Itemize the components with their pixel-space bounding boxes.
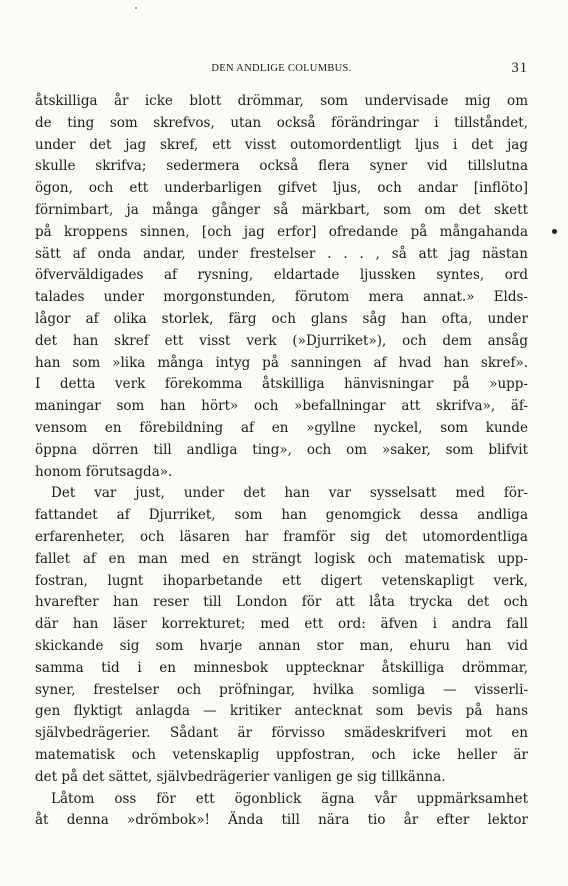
text-line: han som »lika många intyg på sanningen af hvad han skref». [35,354,528,371]
text-line: sätt af onda andar, under frestelser . . . , så att jag nästan [35,245,528,262]
text-line: på kroppens sinnen, [och jag erfor] ofredande på mångahanda [35,223,528,240]
text-line: talades under morgonstunden, förutom mera annat.» Elds- [35,289,528,306]
text-line: det på det sättet, självbedrägerier vanligen ge sig tillkänna. [35,768,446,785]
text-line: skickande sig som hvarje annan stor man, ehuru han vid [35,637,528,654]
paragraph-first-line: Det var just, under det han var sysselsatt med för- [51,485,528,502]
text-line: öppna dörren till andliga ting», och om »saker, som blifvit [35,441,528,458]
ink-dot [552,229,557,234]
text-line: samma tid i en minnesbok upptecknar åtskilliga drömmar, [35,659,528,676]
body-text [35,91,528,832]
text-line: åt denna »drömbok»! Ända till nära tio år efter lektor [35,812,528,829]
text-line: åtskilliga år icke blott drömmar, som undervisade mig om [35,93,528,109]
text-line: självbedrägerier. Sådant är förvisso smädeskrifveri mot en [35,725,528,742]
text-line: under det jag skref, ett visst outomordentligt ljus i det jag [35,136,528,153]
text-line: fostran, lugnt ihoparbetande ett digert vetenskapligt verk, [35,572,528,589]
text-line: gen flyktigt anlagda — kritiker antecknat som bevis på hans [35,703,528,720]
text-line: lågor af olika storlek, färg och glans såg han ofta, under [35,310,528,327]
text-line: maningar som han hört» och »befallningar att skrifva», äf- [35,398,528,415]
text-line: där han läser korrekturet; med ett ord: äfven i andra fall [35,616,528,633]
text-line: syner, frestelser och pröfningar, hvilka somliga — visserli- [35,681,528,698]
text-line: öfverväldigades af rysning, eldartade ljussken syntes, ord [35,267,528,284]
text-line: fallet af en man med en strängt logisk och matematisk upp- [35,550,528,567]
text-line: vensom en förebildning af en »gyllne nyckel, som kunde [35,419,528,436]
text-line: hvarefter han reser till London för att låta trycka det och [35,594,528,611]
text-line: matematisk och vetenskaplig uppfostran, och icke heller är [35,746,528,763]
text-line: fattandet af Djurriket, som han genomgick dessa andliga [35,507,528,524]
page-number: 31 [511,60,528,76]
page-header [35,62,528,82]
text-line: de ting som skrefvos, utan också förändringar i tillståndet, [35,114,528,131]
text-line: skulle skrifva; sedermera också flera syner vid tillslutna [35,158,528,175]
text-line: det han skref ett visst verk (»Djurriket»), och dem ansåg [35,332,528,349]
text-line: erfarenheter, och läsaren har framför sig det utomordentliga [35,528,528,545]
text-line: honom förutsagda». [35,463,173,480]
text-line: I detta verk förekomma åtskilliga hänvisningar på »upp- [35,376,528,393]
running-title: DEN ANDLIGE COLUMBUS. [211,63,352,74]
text-line: förnimbart, ja många gånger så märkbart, som om det skett [35,201,528,218]
text-line: ögon, och ett underbarligen gifvet ljus, och andar [inflöto] [35,180,528,197]
ink-speck [135,7,137,9]
paragraph-first-line: Låtom oss för ett ögonblick ägna vår uppmärksamhet [51,790,528,807]
